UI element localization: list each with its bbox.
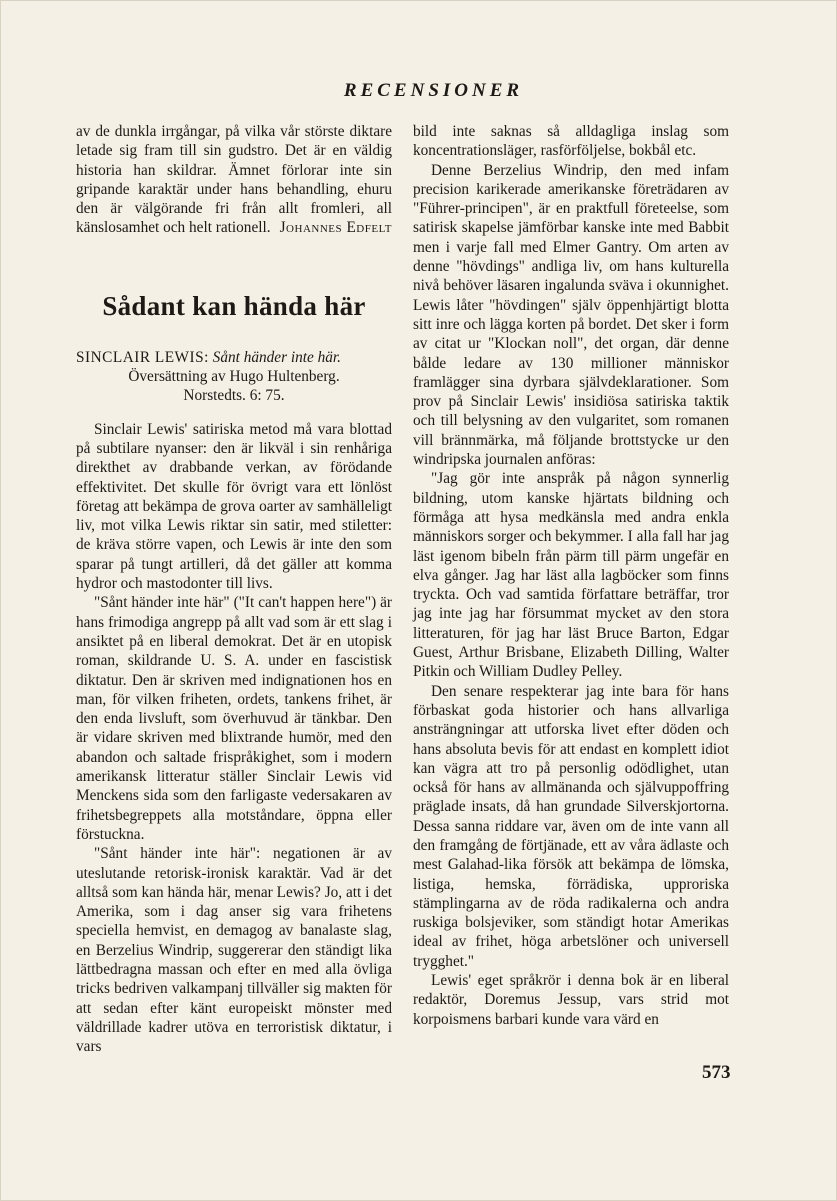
bib-line-author-title xyxy=(76,348,392,367)
running-head: RECENSIONER xyxy=(343,80,524,101)
body-paragraph: "Sånt händer inte här": negationen är av uteslutande retorisk-ironisk karaktär. Vad är det alltså som kan hända här, menar Lewis? Jo, att i det Amerika, som i dag anser sig vara frihetens speciella hemvist, en demagog av banalaste slag, en Berzelius Windrip, suggererar den ständigt lika lättbedragna massan och efter en med alla övliga tricks bedriven valkampanj tillväller sig makten för att sedan efter känt europeiskt mönster med väldrillade kadrer utöva en terroristisk diktatur, i vars xyxy=(76,845,392,1056)
body-paragraph: "Sånt händer inte här" ("It can't happen here") är hans frimodiga angrepp på allt vad som är ett slag i ansiktet på en liberal demokrat. Det är en utopisk roman, skildrande U. S. A. under en fascistisk diktatur. Den är skriven med indignationen hos en man, för vilken friheten, ordets, tankens frihet, är den enda livsluft, som överhuvud är tänkbar. Den är vidare skriven med blixtrande humör, med den abandon och saltade frispråkighet, som i modern amerikansk litteratur ställer Sinclair Lewis vid Menckens sida som den farligaste vedersakaren av frihetsbegreppets alla motståndare, öppna eller förstuckna. xyxy=(76,594,392,843)
page-number: 573 xyxy=(702,1062,731,1083)
quote-paragraph: Den senare respekterar jag inte bara för hans förbaskat goda historier och hans allvarliga ansträngningar att utforska livet efter döden och hans absoluta bevis för att endast en komplett idiot kan vägra att tro på personlig odödlighet, utan också för hans av allmänanda och självuppoffring präglade insats, då han grundade Silverskjortorna. Dessa sanna riddare var, även om de inte vann all den framgång de förtjänade, ett av våra ädlaste och mest Galahad-lika försök att bekämpa de lömska, listiga, hemska, förrädiska, upproriska stämplingarna av de röda radikalerna och andra ruskiga bolsjeviker, som ständigt hotar Amerikas ideal av frihet, höga arbetslöner och universell trygghet." xyxy=(413,682,729,970)
bib-book-title: Sånt händer inte här. xyxy=(212,348,341,366)
continued-paragraph: bild inte saknas så alldagliga inslag som koncentrationsläger, rasförföljelse, bokbål etc. xyxy=(413,123,729,160)
right-column xyxy=(413,122,729,1029)
body-paragraph: Lewis' eget språkrör i denna bok är en liberal redaktör, Doremus Jessup, vars strid mot korpoismens barbari kunde vara värd en xyxy=(413,972,729,1028)
left-column xyxy=(76,122,392,1056)
quote-paragraph: "Jag gör inte anspråk på någon synnerlig bildning, utom kanske hjärtats bildning och förmåga att hysa medkänsla med andra enkla människors sorger och bekymmer. I alla fall har jag läst igenom bibeln från pärm till pärm ungefär en elva gånger. Jag har läst alla lagböcker som finns tryckta. Och vad samtida författare beträffar, tror jag inte jag har försummat mycket av den stora litteraturen, för jag har läst Bruce Barton, Edgar Guest, Arthur Brisbane, Elizabeth Dilling, Walter Pitkin och William Dudley Pelley. xyxy=(413,470,729,681)
bib-author: SINCLAIR LEWIS: xyxy=(76,348,209,366)
article-title: Sådant kan hända här xyxy=(102,290,366,321)
bib-translation: Översättning av Hugo Hultenberg. xyxy=(128,368,340,386)
previous-review-text: av de dunkla irrgångar, på vilka vår störste diktare letade sig fram till sin gudstro. Det är en väldig historia han skildrar. Ämnet förlorar inte sin gripande karaktär under hans behandling, ehuru den är välgörande fri från allt fromleri, all känslosamhet och helt rationell. xyxy=(76,123,392,237)
reviewer-signature: Johannes Edfelt xyxy=(279,219,392,237)
body-paragraph: Denne Berzelius Windrip, den med infam precision karikerade amerikanske företrädaren av "Führer-principen", är en praktfull företeelse, som satirisk skapelse jämförbar kanske inte med Babbit men i varje fall med Elmer Gantry. Om arten av denne "hövdings" andliga liv, om hans kulturella nivå behöver läsaren ingalunda sväva i okunnighet. Lewis låter "hövdingen" själv öppenhjärtigt blotta sitt inre och lägga korten på bordet. Det sker i form av citat ur "Klockan noll", det organ, där denne bålde ledare av 130 millioner människor framlägger sina dyrbara självdeklarationer. Som prov på Sinclair Lewis' insidiösa satiriska taktik och till belysning av den vulgaritet, som romanen vill brännmärka, må följande brottstycke ur den windripska journalen anföras: xyxy=(413,161,729,469)
body-paragraph: Sinclair Lewis' satiriska metod må vara blottad på subtilare nyanser: den är likväl i sin renhåriga direkthet av drabbande verkan, av förödande effektivitet. Det skulle för övrigt vara ett lönlöst företag att bekämpa de grova oarter av samhälleligt liv, mot vilka Lewis riktar sin satir, med stiletter: de kräva större vapen, och Lewis är inte den som sparar på tungt artilleri, då det gäller att komma hydror och mastodonter till livs. xyxy=(76,420,392,593)
bib-publisher: Norstedts. 6: 75. xyxy=(183,387,285,405)
bibliographic-entry xyxy=(76,348,392,406)
